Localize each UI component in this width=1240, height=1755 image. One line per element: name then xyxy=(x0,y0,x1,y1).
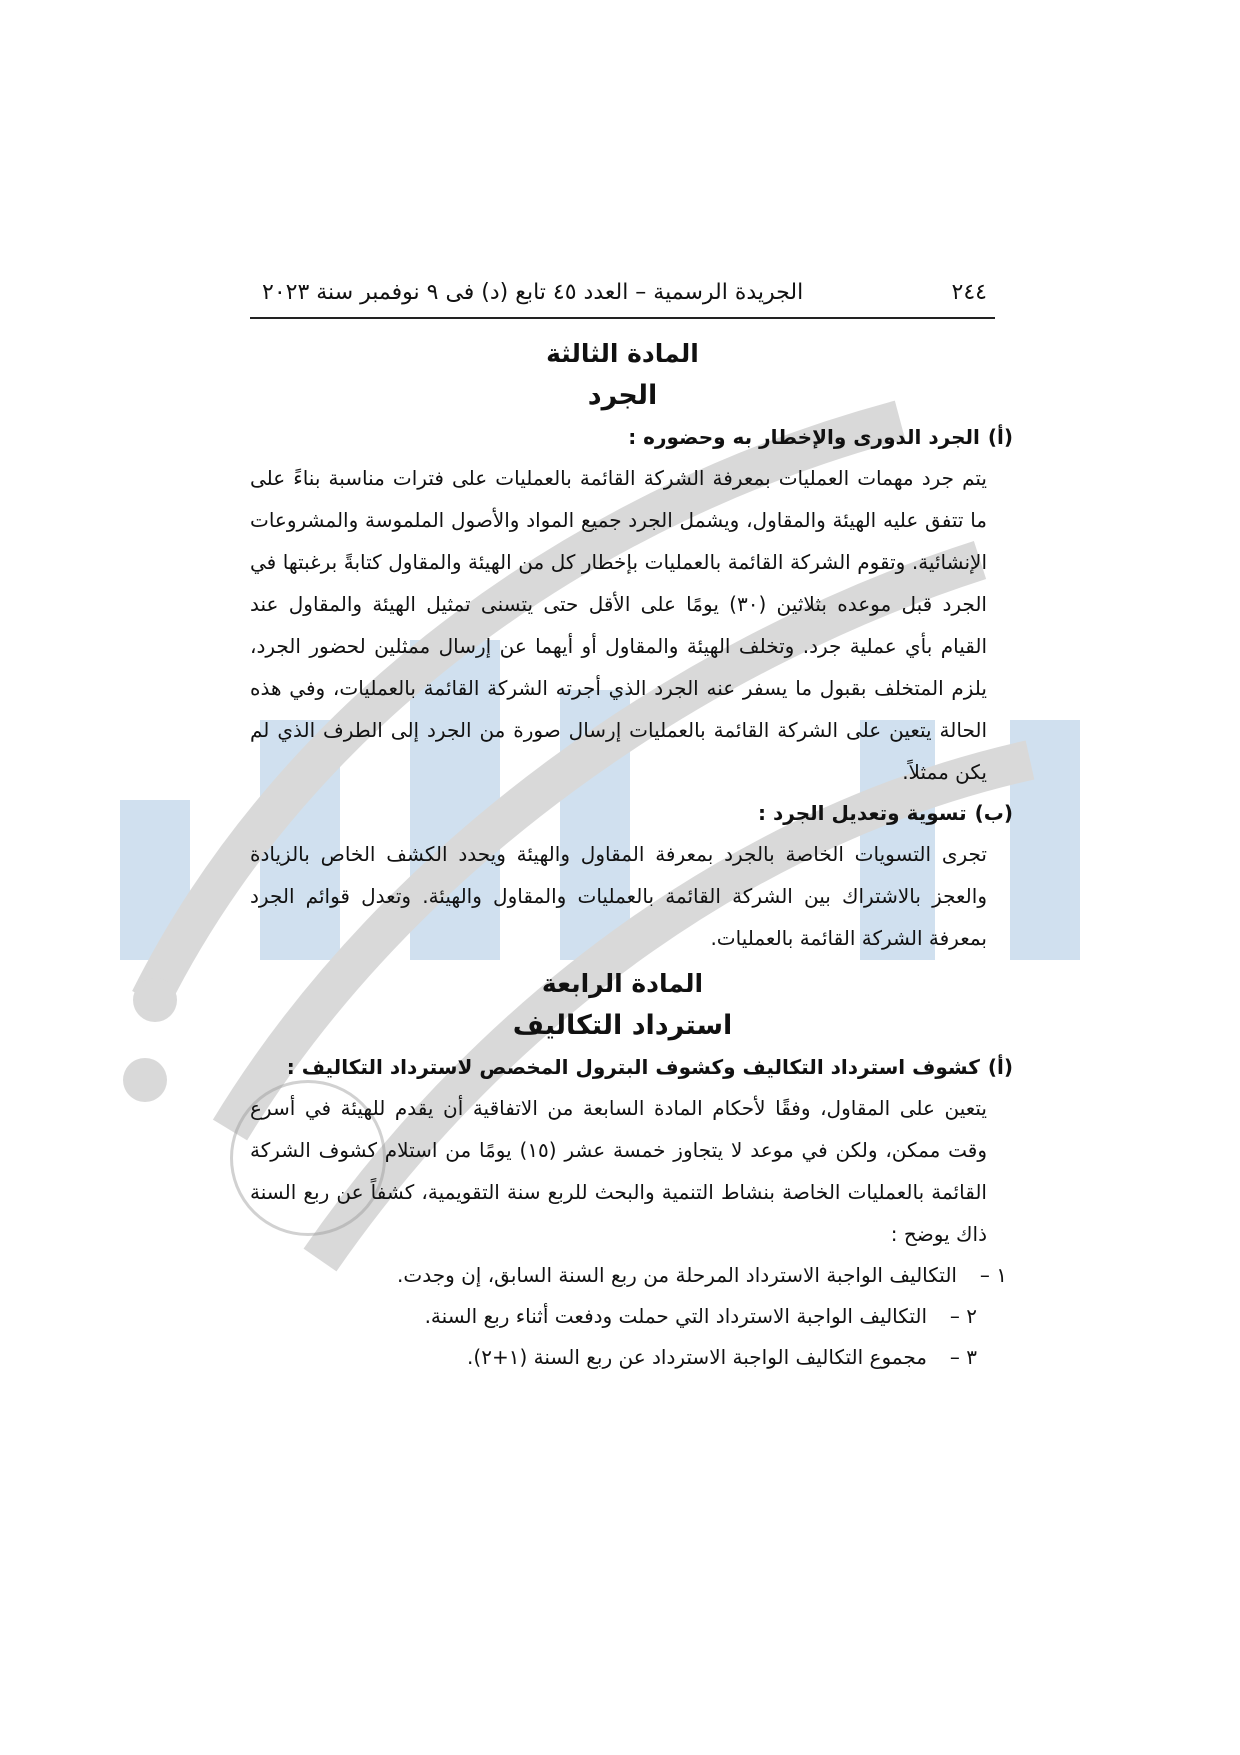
article-4-heading: المادة الرابعة xyxy=(541,969,704,998)
list-item xyxy=(250,1296,977,1337)
cost-items-list xyxy=(250,1255,1007,1378)
clause-marker: (ب) xyxy=(974,801,1013,825)
clause-b-paragraph: تجرى التسويات الخاصة بالجرد بمعرفة المقاول والهيئة ويحدد الكشف الخاص بالزيادة والعجز بالاشتراك بين الشركة القائمة بالعمليات والمقاول والهيئة. وتعدل قوائم الجرد بمعرفة الشركة القائمة بالعمليات. xyxy=(250,842,987,950)
page-header xyxy=(250,280,995,319)
clause-title: الجرد الدورى والإخطار به وحضوره : xyxy=(628,425,980,449)
list-item-number: ٣ – xyxy=(949,1345,977,1369)
gazette-title: الجريدة الرسمية – العدد ٤٥ تابع (د) فى ٩ نوفمبر سنة ٢٠٢٣ xyxy=(262,280,804,305)
list-item-number: ٢ – xyxy=(949,1304,977,1328)
list-item-number: ١ – xyxy=(979,1263,1007,1287)
clause-title: كشوف استرداد التكاليف وكشوف البترول المخصص لاسترداد التكاليف : xyxy=(286,1055,980,1079)
list-item-text: مجموع التكاليف الواجبة الاسترداد عن ربع السنة (١+٢). xyxy=(467,1345,927,1369)
document-page xyxy=(250,280,1013,1378)
list-item xyxy=(250,1255,1007,1296)
clause-marker: (أ) xyxy=(987,1055,1013,1079)
article-4-subheading: استرداد التكاليف xyxy=(512,1010,733,1041)
clause-marker: (أ) xyxy=(987,425,1013,449)
article-4-clause-a-paragraph: يتعين على المقاول، وفقًا لأحكام المادة السابعة من الاتفاقية أن يقدم للهيئة في أسرع وقت ممكن، ولكن في موعد لا يتجاوز خمسة عشر (١٥) يومًا من استلام كشوف الشركة القائمة بالعمليات الخاصة بنشاط التنمية والبحث للربع سنة التقويمية، كشفاً عن ربع السنة ذاك يوضح : xyxy=(250,1096,987,1246)
clause-a-paragraph: يتم جرد مهمات العمليات بمعرفة الشركة القائمة بالعمليات على فترات مناسبة بناءً على ما تتفق عليه الهيئة والمقاول، ويشمل الجرد جميع المواد والأصول الملموسة والمشروعات الإنشائية. وتقوم الشركة القائمة بالعمليات بإخطار كل من الهيئة والمقاول كتابةً برغبتها في الجرد قبل موعده بثلاثين (٣٠) يومًا على الأقل حتى يتسنى تمثيل الهيئة والمقاول عند القيام بأي عملية جرد. وتخلف الهيئة والمقاول أو أيهما عن إرسال ممثلين لحضور الجرد، يلزم المتخلف بقبول ما يسفر عنه الجرد الذي أجرته الشركة القائمة بالعمليات، وفي هذه الحالة يتعين على الشركة القائمة بالعمليات إرسال صورة من الجرد إلى الطرف الذي لم يكن ممثلاً. xyxy=(250,466,987,784)
list-item-text: التكاليف الواجبة الاسترداد التي حملت ودفعت أثناء ربع السنة. xyxy=(424,1304,927,1328)
list-item xyxy=(250,1337,977,1378)
clause-a-heading xyxy=(250,417,1013,457)
page-number: ٢٤٤ xyxy=(951,280,987,305)
article-4-clause-a-heading xyxy=(250,1047,1013,1087)
article-3-heading: المادة الثالثة xyxy=(546,339,699,368)
article-3-subheading: الجرد xyxy=(587,380,658,411)
clause-b-heading xyxy=(250,793,1013,833)
list-item-text: التكاليف الواجبة الاسترداد المرحلة من ربع السنة السابق، إن وجدت. xyxy=(397,1263,957,1287)
clause-title: تسوية وتعديل الجرد : xyxy=(758,801,967,825)
